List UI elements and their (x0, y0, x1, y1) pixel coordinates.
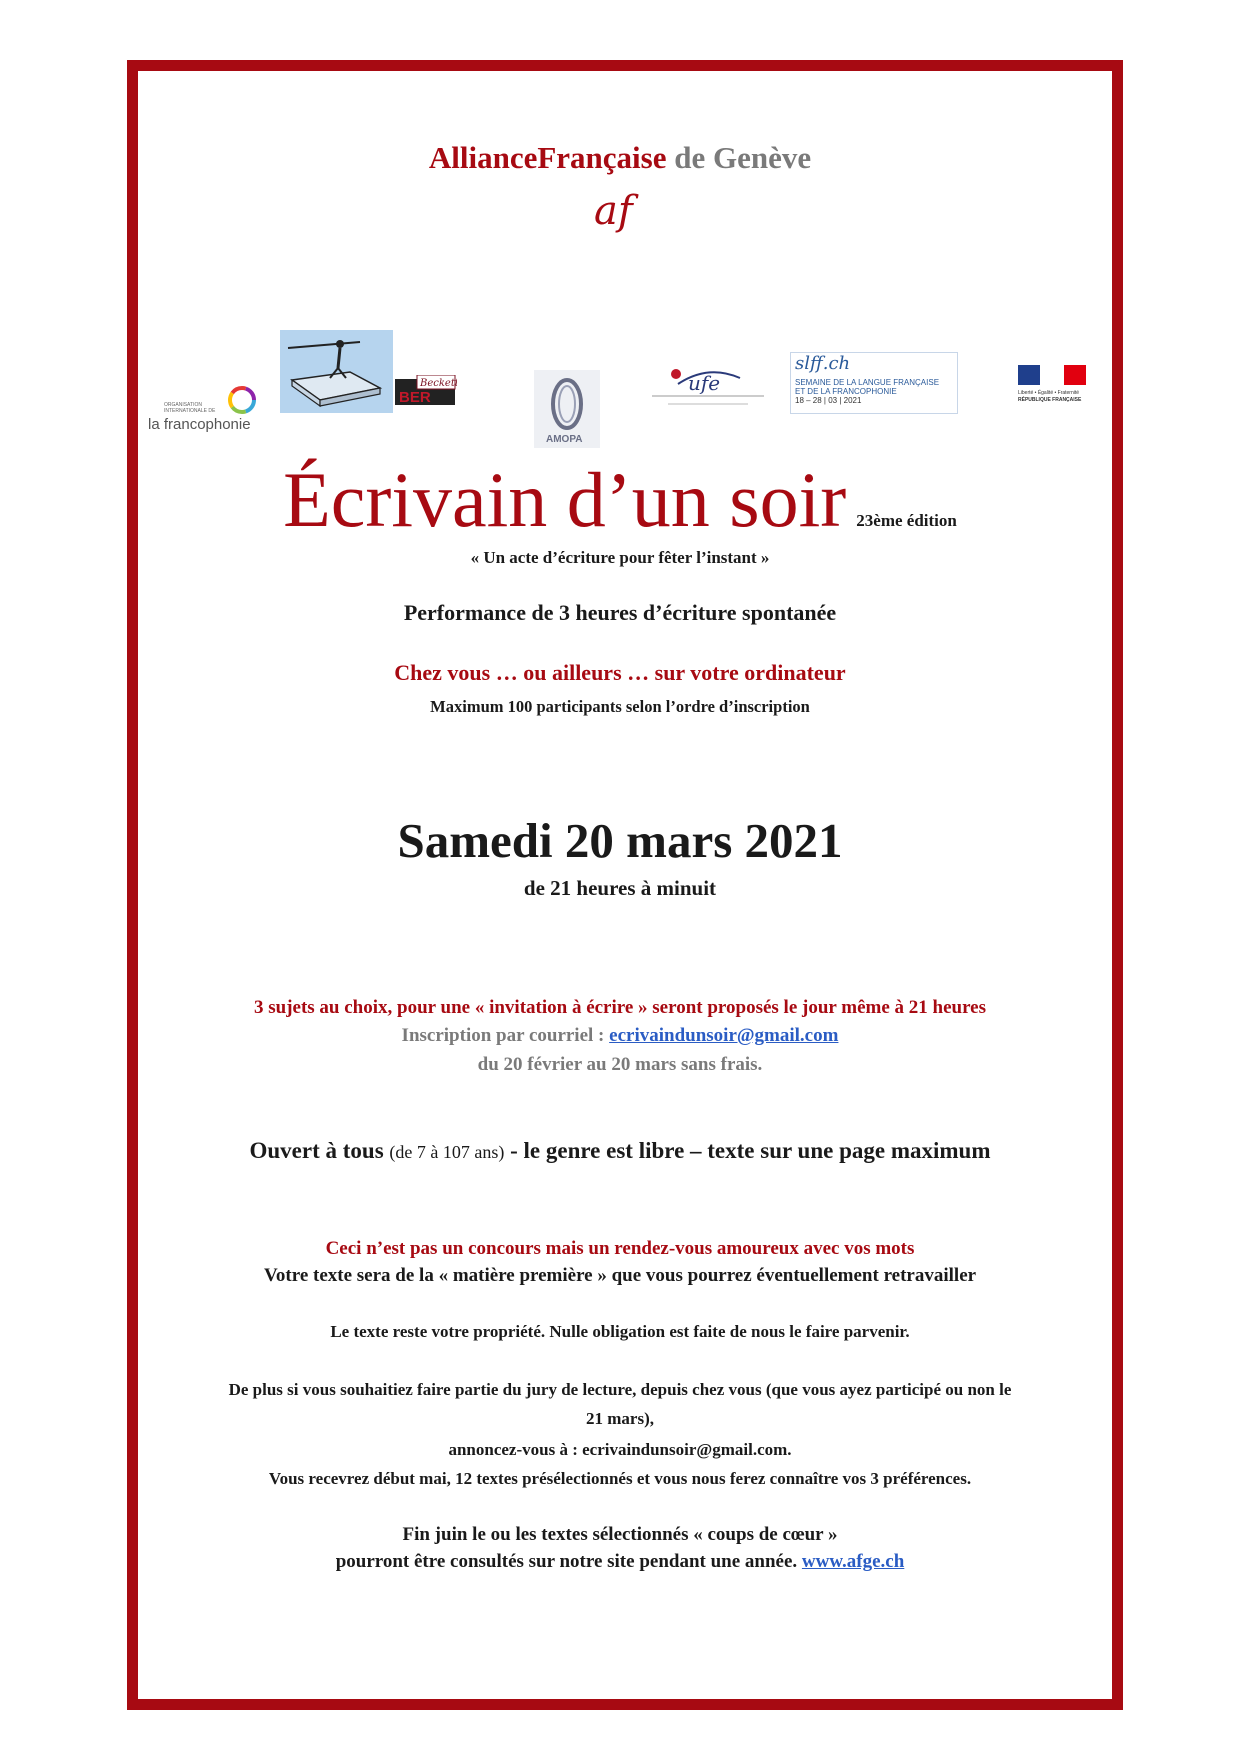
francophonie-name: la francophonie (148, 416, 251, 433)
beckett-badge-icon (395, 375, 457, 407)
slff-line2: ET DE LA FRANCOPHONIE (795, 387, 897, 396)
jury-line-1: De plus si vous souhaitiez faire partie du jury de lecture, depuis chez vous (que vous ayez participé ou non le (228, 1380, 1012, 1399)
ouvert-line (0, 1138, 1240, 1164)
francophonie-logo (148, 380, 268, 440)
location-line: Chez vous … ou ailleurs … sur votre ordinateur (394, 660, 846, 685)
event-subtitle: « Un acte d’écriture pour fêter l’instant » (470, 548, 770, 567)
edition-label: 23ème édition (856, 511, 957, 530)
republique-name: RÉPUBLIQUE FRANÇAISE (1018, 397, 1082, 403)
sujets-line: 3 sujets au choix, pour une « invitation à écrire » seront proposés le jour même à 21 heures (253, 997, 986, 1018)
ufe-emblem-icon (648, 360, 768, 415)
laurel-wreath-icon (534, 370, 600, 448)
propriete-line: Le texte reste votre propriété. Nulle obligation est faite de nous le faire parvenir. (330, 1322, 910, 1341)
brand-name-red: AllianceFrançaise (428, 140, 667, 175)
ufe-logo (648, 360, 768, 415)
performance-line: Performance de 3 heures d’écriture spontanée (403, 600, 837, 625)
slff-logo (790, 352, 958, 414)
ouvert-main: Ouvert à tous (249, 1138, 390, 1163)
event-hours: de 21 heures à minuit (523, 876, 717, 900)
slff-line1: SEMAINE DE LA LANGUE FRANÇAISE (795, 378, 940, 387)
francophonie-small-text: ORGANISATION INTERNATIONALE DE (164, 402, 216, 414)
inscription-period: du 20 février au 20 mars sans frais. (477, 1054, 763, 1075)
brand-name-grey: de Genève (666, 140, 812, 175)
slff-name: slff.ch (795, 353, 851, 374)
republique-motto: Liberté • Égalité • Fraternité (1018, 390, 1080, 396)
republique-francaise-logo (1018, 365, 1086, 413)
max-participants-line: Maximum 100 participants selon l’ordre d’inscription (430, 697, 810, 716)
af-logo-icon (590, 186, 650, 236)
inscription-label: Inscription par courriel : (401, 1025, 610, 1046)
ufe-text: ufe (688, 371, 721, 395)
svg-text:BER: BER (399, 389, 431, 406)
event-date: Samedi 20 mars 2021 (397, 813, 843, 868)
annoncez-line: annoncez-vous à : ecrivaindunsoir@gmail.com. (448, 1440, 792, 1459)
amopa-text: AMOPA (546, 434, 583, 445)
title-block (0, 455, 1240, 545)
site-line (0, 1551, 1240, 1573)
af-mark-text: af (594, 188, 633, 234)
jury-line-2: 21 mars), (586, 1409, 654, 1428)
votre-texte-line: Votre texte sera de la « matière première » que vous pourrez éventuellement retravailler (263, 1265, 977, 1286)
writer-on-book-icon (280, 330, 393, 413)
inscription-line (0, 1025, 1240, 1047)
ecrivain-illustration-logo (280, 330, 393, 413)
ouvert-rest: - le genre est libre – texte sur une page maximum (504, 1138, 991, 1163)
slff-dates: 18 – 28 | 03 | 2021 (795, 396, 862, 405)
french-flag-marianne-icon (1018, 365, 1086, 385)
amopa-logo (534, 370, 600, 448)
beckett-text: Beckett (420, 378, 457, 389)
site-link[interactable]: www.afge.ch (801, 1551, 905, 1572)
inscription-email-link[interactable]: ecrivaindunsoir@gmail.com (609, 1025, 839, 1046)
fin-juin-line: Fin juin le ou les textes sélectionnés « coups de cœur » (402, 1524, 838, 1545)
beckett-logo (395, 375, 457, 407)
event-title: Écrivain d’un soir (283, 456, 847, 543)
recevrez-line: Vous recevrez début mai, 12 textes présélectionnés et vous nous ferez connaître vos 3 préférences. (268, 1469, 972, 1488)
ouvert-age: (de 7 à 107 ans) (389, 1142, 505, 1162)
ceci-line: Ceci n’est pas un concours mais un rendez-vous amoureux avec vos mots (325, 1238, 915, 1259)
organization-header (0, 140, 1240, 176)
site-text: pourront être consultés sur notre site pendant une année. (335, 1551, 802, 1572)
